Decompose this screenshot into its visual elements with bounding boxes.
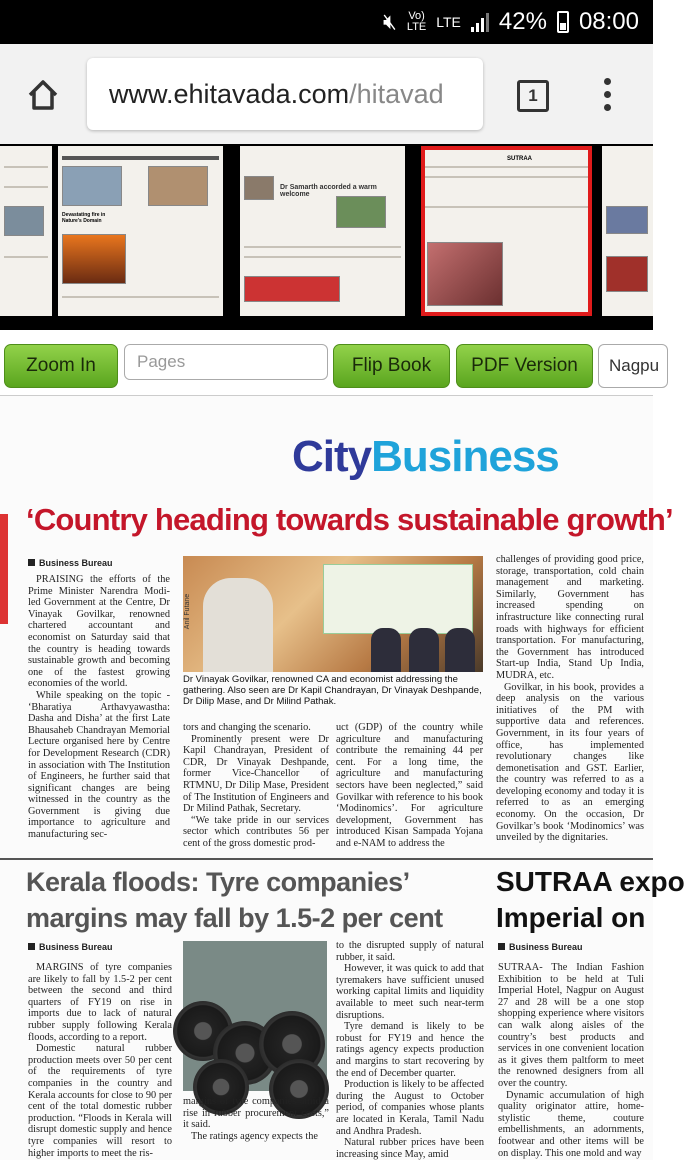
url-host: www.ehitavada.com: [109, 78, 350, 109]
story1-photo: [183, 556, 483, 672]
battery-icon: [557, 11, 569, 33]
story1-byline: Business Bureau: [28, 558, 113, 568]
home-icon[interactable]: [26, 78, 60, 112]
network-type: LTE: [436, 13, 461, 30]
thumbnail-headline: SUTRAA: [507, 156, 532, 162]
page-thumbnail[interactable]: [0, 146, 52, 316]
section-divider: [0, 858, 653, 860]
story1-column: tors and changing the scenario. Prominently present were Dr Kapil Chandrayan, President of CDR, Dr Vinayak Deshpande, former Vice-Chancellor of RTMNU, Dr Dilip Mase, President of The Institution of Engineers and Dr Milind Pathak, Secretary. “We take pride in our services sector which contributes 56 per cent of the gross domestic prod-: [183, 722, 329, 849]
pdf-version-button[interactable]: PDF Version: [456, 344, 593, 388]
thumbnail-headline: Dr Samarth accorded a warm welcome: [280, 184, 377, 198]
margin-strip: [0, 514, 8, 624]
clock: 08:00: [578, 8, 639, 35]
page-thumbnail[interactable]: [58, 146, 223, 316]
browser-toolbar: [0, 44, 653, 144]
edition-dropdown[interactable]: Nagpu: [598, 344, 668, 388]
story1-column: PRAISING the efforts of the Prime Minister Narendra Modi-led Government at the Centre, Dr Vinayak Govilkar, renowned chartered accountant and economist on Saturday said that the country is heading towards sustainable growth and becoming one of the fastest growing economies of the world. While speaking on the topic - ‘Bharatiya Arthavyawastha: Dasha and Disha’ at the first Late Bhausaheb Chandrayan Memorial Lecture organised here by Centre for Development Research (CDR) in association with The Institution of Engineers, he further said that significant changes are being witnessed in the country as the Government is giving due importance to agriculture and manufacturing sec-: [28, 574, 170, 841]
section-masthead: CityBusiness: [292, 432, 559, 481]
photo-credit: Anil Futane: [184, 593, 192, 630]
story2-photo: [183, 941, 327, 1091]
pages-dropdown[interactable]: Pages: [124, 344, 328, 380]
newspaper-page: [0, 396, 685, 1160]
story3-byline: Business Bureau: [498, 942, 583, 952]
story2-byline: Business Bureau: [28, 942, 113, 952]
story1-headline: ‘Country heading towards sustainable growth’: [26, 502, 673, 537]
story3-headline: SUTRAA expo Imperial on: [496, 866, 685, 933]
signal-icon: [471, 12, 489, 32]
flip-book-button[interactable]: Flip Book: [333, 344, 450, 388]
mute-icon: 🔇︎: [383, 9, 397, 34]
zoom-in-button[interactable]: Zoom In: [4, 344, 118, 388]
thumbnail-headline: Devastating fire in Nature's Domain: [62, 212, 106, 224]
story2-headline: Kerala floods: Tyre companies’ margins may fall by 1.5-2 per cent: [26, 867, 443, 933]
overflow-menu-icon[interactable]: [602, 78, 612, 118]
address-bar[interactable]: [87, 58, 483, 130]
page-thumbnail[interactable]: [240, 146, 405, 316]
page-thumbnail-selected[interactable]: [421, 146, 592, 316]
story2-column: margins of tyre companies amid a rise in rubber procurement costs,” it said. The ratings agency expects the: [183, 1096, 329, 1142]
story1-column: challenges of providing good price, storage, transportation, cold chain management and marketing. Similarly, Government has increased spending on infrastructure like connecting rural roads with highways for efficient transportation. For manufacturing, the Government has introduced Start-up India, Stand Up India, MUDRA, etc. Govilkar, in his book, provides a deep analysis on the various initiatives of the PM with supportive data and references. Government, in its four years of office, has implemented revolutionary changes like demonetisation and GST. Earlier, the country was referred to as a developing economy and today it is referred to as an emerging economy. On the occasion, Dr Govilkar’s book ‘Modinomics’ was unveiled by the dignitaries.: [496, 554, 644, 844]
story1-column: uct (GDP) of the country while agriculture and manufacturing contribute the remaining 44 per cent. For a long time, the agriculture and manufacturing sectors have been neglected,” said Govilkar with reference to his book ‘Modinomics’. For agriculture development, Government has introduced Kisan Sampada Yojana and e-NAM to address the: [336, 722, 483, 849]
url-path: /hitavad: [349, 78, 444, 109]
story1-caption: Dr Vinayak Govilkar, renowned CA and economist addressing the gathering. Also seen are Dr Kapil Chandrayan, Dr Vinayak Deshpande, Dr Dilip Mase, and Dr Milind Pathak.: [183, 674, 482, 707]
tab-switcher-button[interactable]: 1: [517, 80, 549, 112]
battery-percent: 42%: [498, 8, 547, 35]
page-thumbnail[interactable]: [602, 146, 653, 316]
story2-column: to the disrupted supply of natural rubber, it said. However, it was quick to add that tyremakers have sufficient unused working capital limits and liquidity available to meet such near-term disruptions. Tyre demand is likely to be robust for FY19 and hence the ratings agency expects production and margins to start recovering by the end of December quarter. Production is likely to be affected during the August to October period, of companies whose plants are located in Kerala, Tamil Nadu and Andhra Pradesh. Natural rubber prices have been increasing since May, amid: [336, 940, 484, 1160]
page-thumbnail-strip: [0, 144, 653, 330]
story2-column: MARGINS of tyre companies are likely to fall by 1.5-2 per cent between the second and third quarters of FY19 on rise in imports due to lack of natural rubber supply following Kerala floods, according to a report. Domestic natural rubber production meets over 50 per cent of the requirements of tyre companies in the country and Kerala accounts for close to 90 per cent of the total domestic rubber production. “Floods in Kerala will disrupt domestic supply and hence tyre companies will resort to higher imports to meet the ris-: [28, 962, 172, 1159]
volte-indicator: Vo) LTE: [406, 10, 427, 33]
viewer-toolbar: [0, 330, 660, 396]
status-bar: [0, 0, 653, 44]
story3-column: SUTRAA- The Indian Fashion Exhibition to be held at Tuli Imperial Hotel, Nagpur on August 27 and 28 will be a one stop shopping experience where visitors can walk along aisles of the country’s best products and services in one convenient location as it gives them paltform to meet the renowned designers from all over the country. Dynamic accumulation of high quality originator attire, home-stylistic theme, couture embellishments, an adornments, footwear and other items will be on display. This one mold and way: [498, 962, 644, 1159]
